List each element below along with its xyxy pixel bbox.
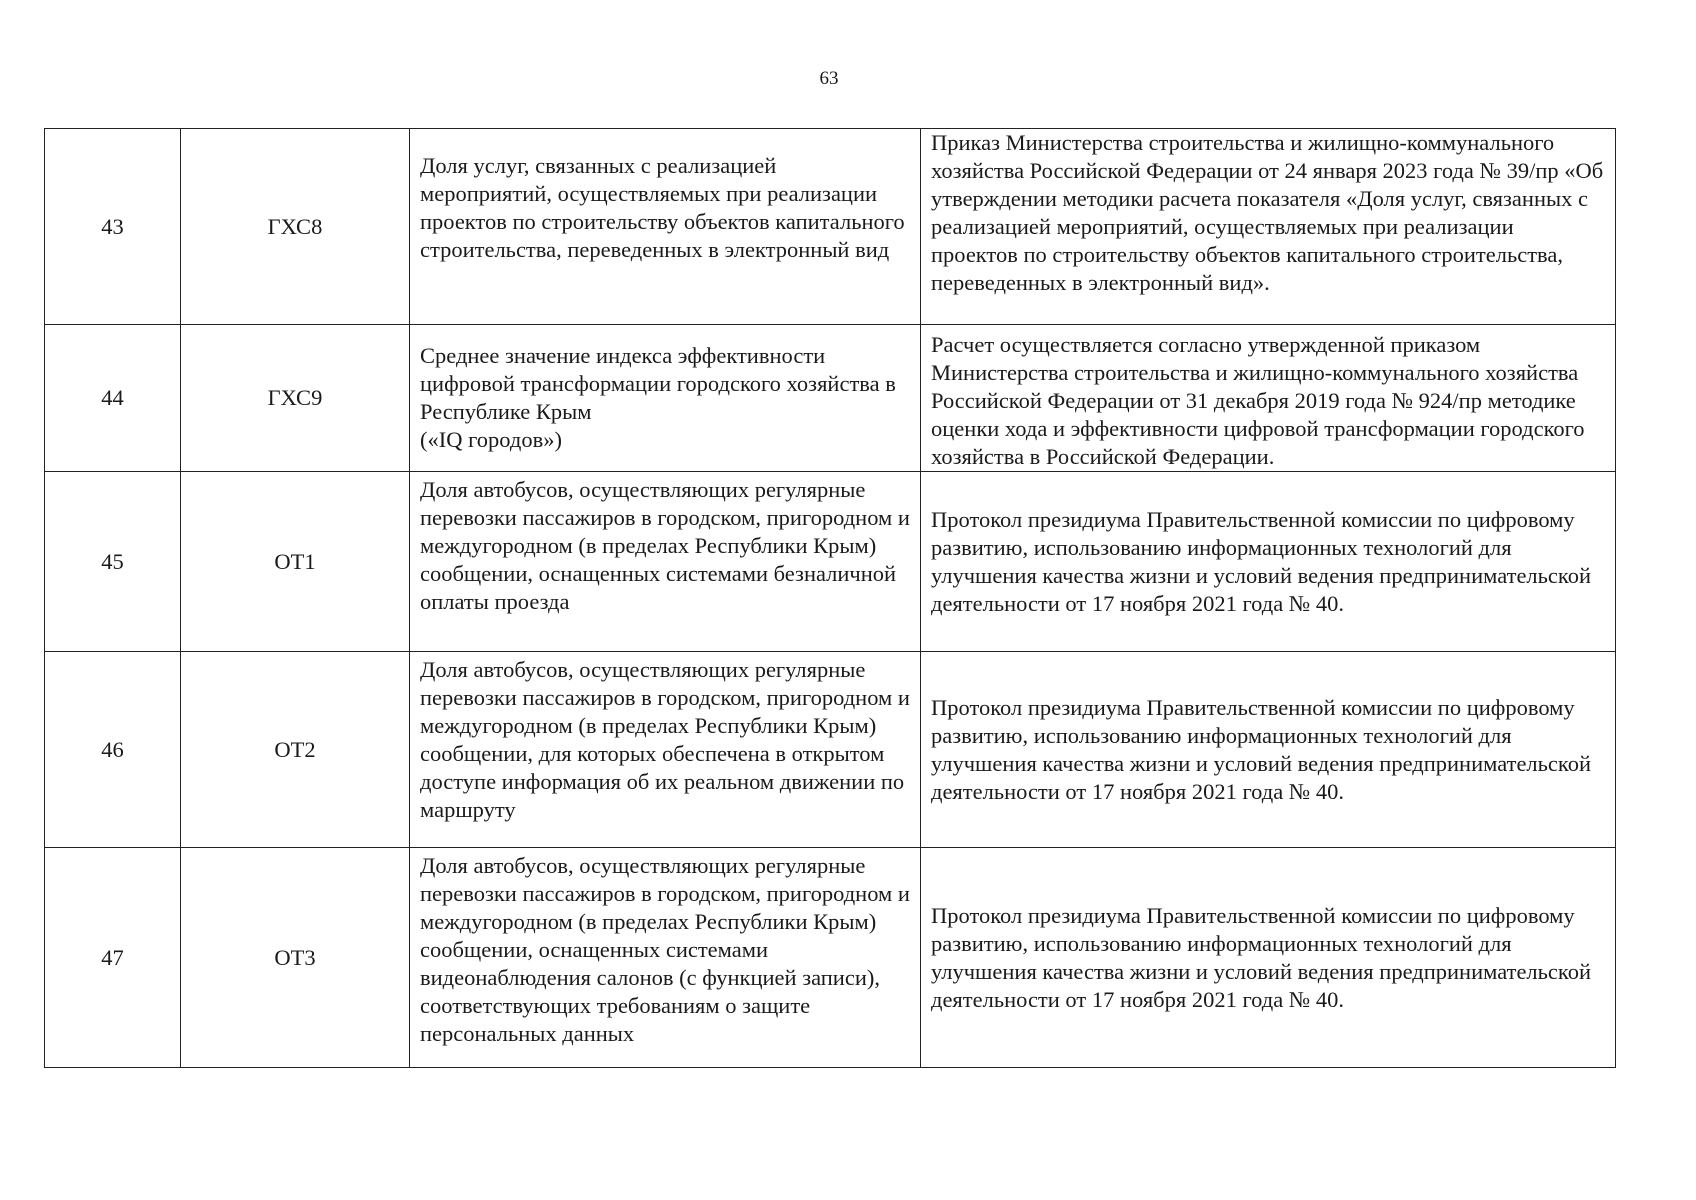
indicator-name: Доля автобусов, осуществляющих регулярные перевозки пассажиров в городском, пригородном и междугородном (в пределах Республики Крым) сообщении, оснащенных системами видеонаблюдения салонов (с функцией записи), соответствующих требованиям о защите персональных данных bbox=[410, 848, 921, 1068]
indicator-source: Расчет осуществляется согласно утвержденной приказом Министерства строительства и жилищно-коммунального хозяйства Российской Федерации от 31 декабря 2019 года № 924/пр методике оценки хода и эффективности цифровой трансформации городского хозяйства в Российской Федерации. bbox=[921, 325, 1616, 472]
indicator-source: Приказ Министерства строительства и жилищно-коммунального хозяйства Российской Федерации от 24 января 2023 года № 39/пр «Об утверждении методики расчета показателя «Доля услуг, связанных с реализацией мероприятий, осуществляемых при реализации проектов по строительству объектов капитального строительства, переведенных в электронный вид». bbox=[921, 129, 1616, 325]
indicator-code: ГХС9 bbox=[181, 325, 410, 472]
indicator-code: ОТ1 bbox=[181, 472, 410, 652]
indicator-source: Протокол президиума Правительственной комиссии по цифровому развитию, использованию информационных технологий для улучшения качества жизни и условий ведения предпринимательской деятельности от 17 ноября 2021 года № 40. bbox=[921, 472, 1616, 652]
row-number: 44 bbox=[45, 325, 181, 472]
page-number: 63 bbox=[819, 68, 839, 89]
indicator-name: Среднее значение индекса эффективности цифровой трансформации городского хозяйства в Республике Крым bbox=[420, 343, 896, 424]
indicator-code: ГХС8 bbox=[181, 129, 410, 325]
table-row bbox=[45, 848, 1616, 1068]
indicator-name: Доля автобусов, осуществляющих регулярные перевозки пассажиров в городском, пригородном и междугородном (в пределах Республики Крым) сообщении, оснащенных системами безналичной оплаты проезда bbox=[410, 472, 921, 652]
row-number: 47 bbox=[45, 848, 181, 1068]
table-row bbox=[45, 472, 1616, 652]
row-number: 43 bbox=[45, 129, 181, 325]
table-row bbox=[45, 325, 1616, 472]
table-row bbox=[45, 129, 1616, 325]
indicator-name: Доля услуг, связанных с реализацией мероприятий, осуществляемых при реализации проектов по строительству объектов капитального строительства, переведенных в электронный вид bbox=[410, 129, 921, 325]
table-row bbox=[45, 652, 1616, 848]
indicator-code: ОТ3 bbox=[181, 848, 410, 1068]
indicator-name-note: («IQ городов») bbox=[420, 427, 562, 452]
indicators-table bbox=[44, 128, 1616, 1068]
indicator-code: ОТ2 bbox=[181, 652, 410, 848]
indicator-source: Протокол президиума Правительственной комиссии по цифровому развитию, использованию информационных технологий для улучшения качества жизни и условий ведения предпринимательской деятельности от 17 ноября 2021 года № 40. bbox=[921, 652, 1616, 848]
row-number: 46 bbox=[45, 652, 181, 848]
indicator-name-cell bbox=[410, 325, 921, 472]
indicator-source: Протокол президиума Правительственной комиссии по цифровому развитию, использованию информационных технологий для улучшения качества жизни и условий ведения предпринимательской деятельности от 17 ноября 2021 года № 40. bbox=[921, 848, 1616, 1068]
row-number: 45 bbox=[45, 472, 181, 652]
indicator-name: Доля автобусов, осуществляющих регулярные перевозки пассажиров в городском, пригородном и междугородном (в пределах Республики Крым) сообщении, для которых обеспечена в открытом доступе информация об их реальном движении по маршруту bbox=[410, 652, 921, 848]
